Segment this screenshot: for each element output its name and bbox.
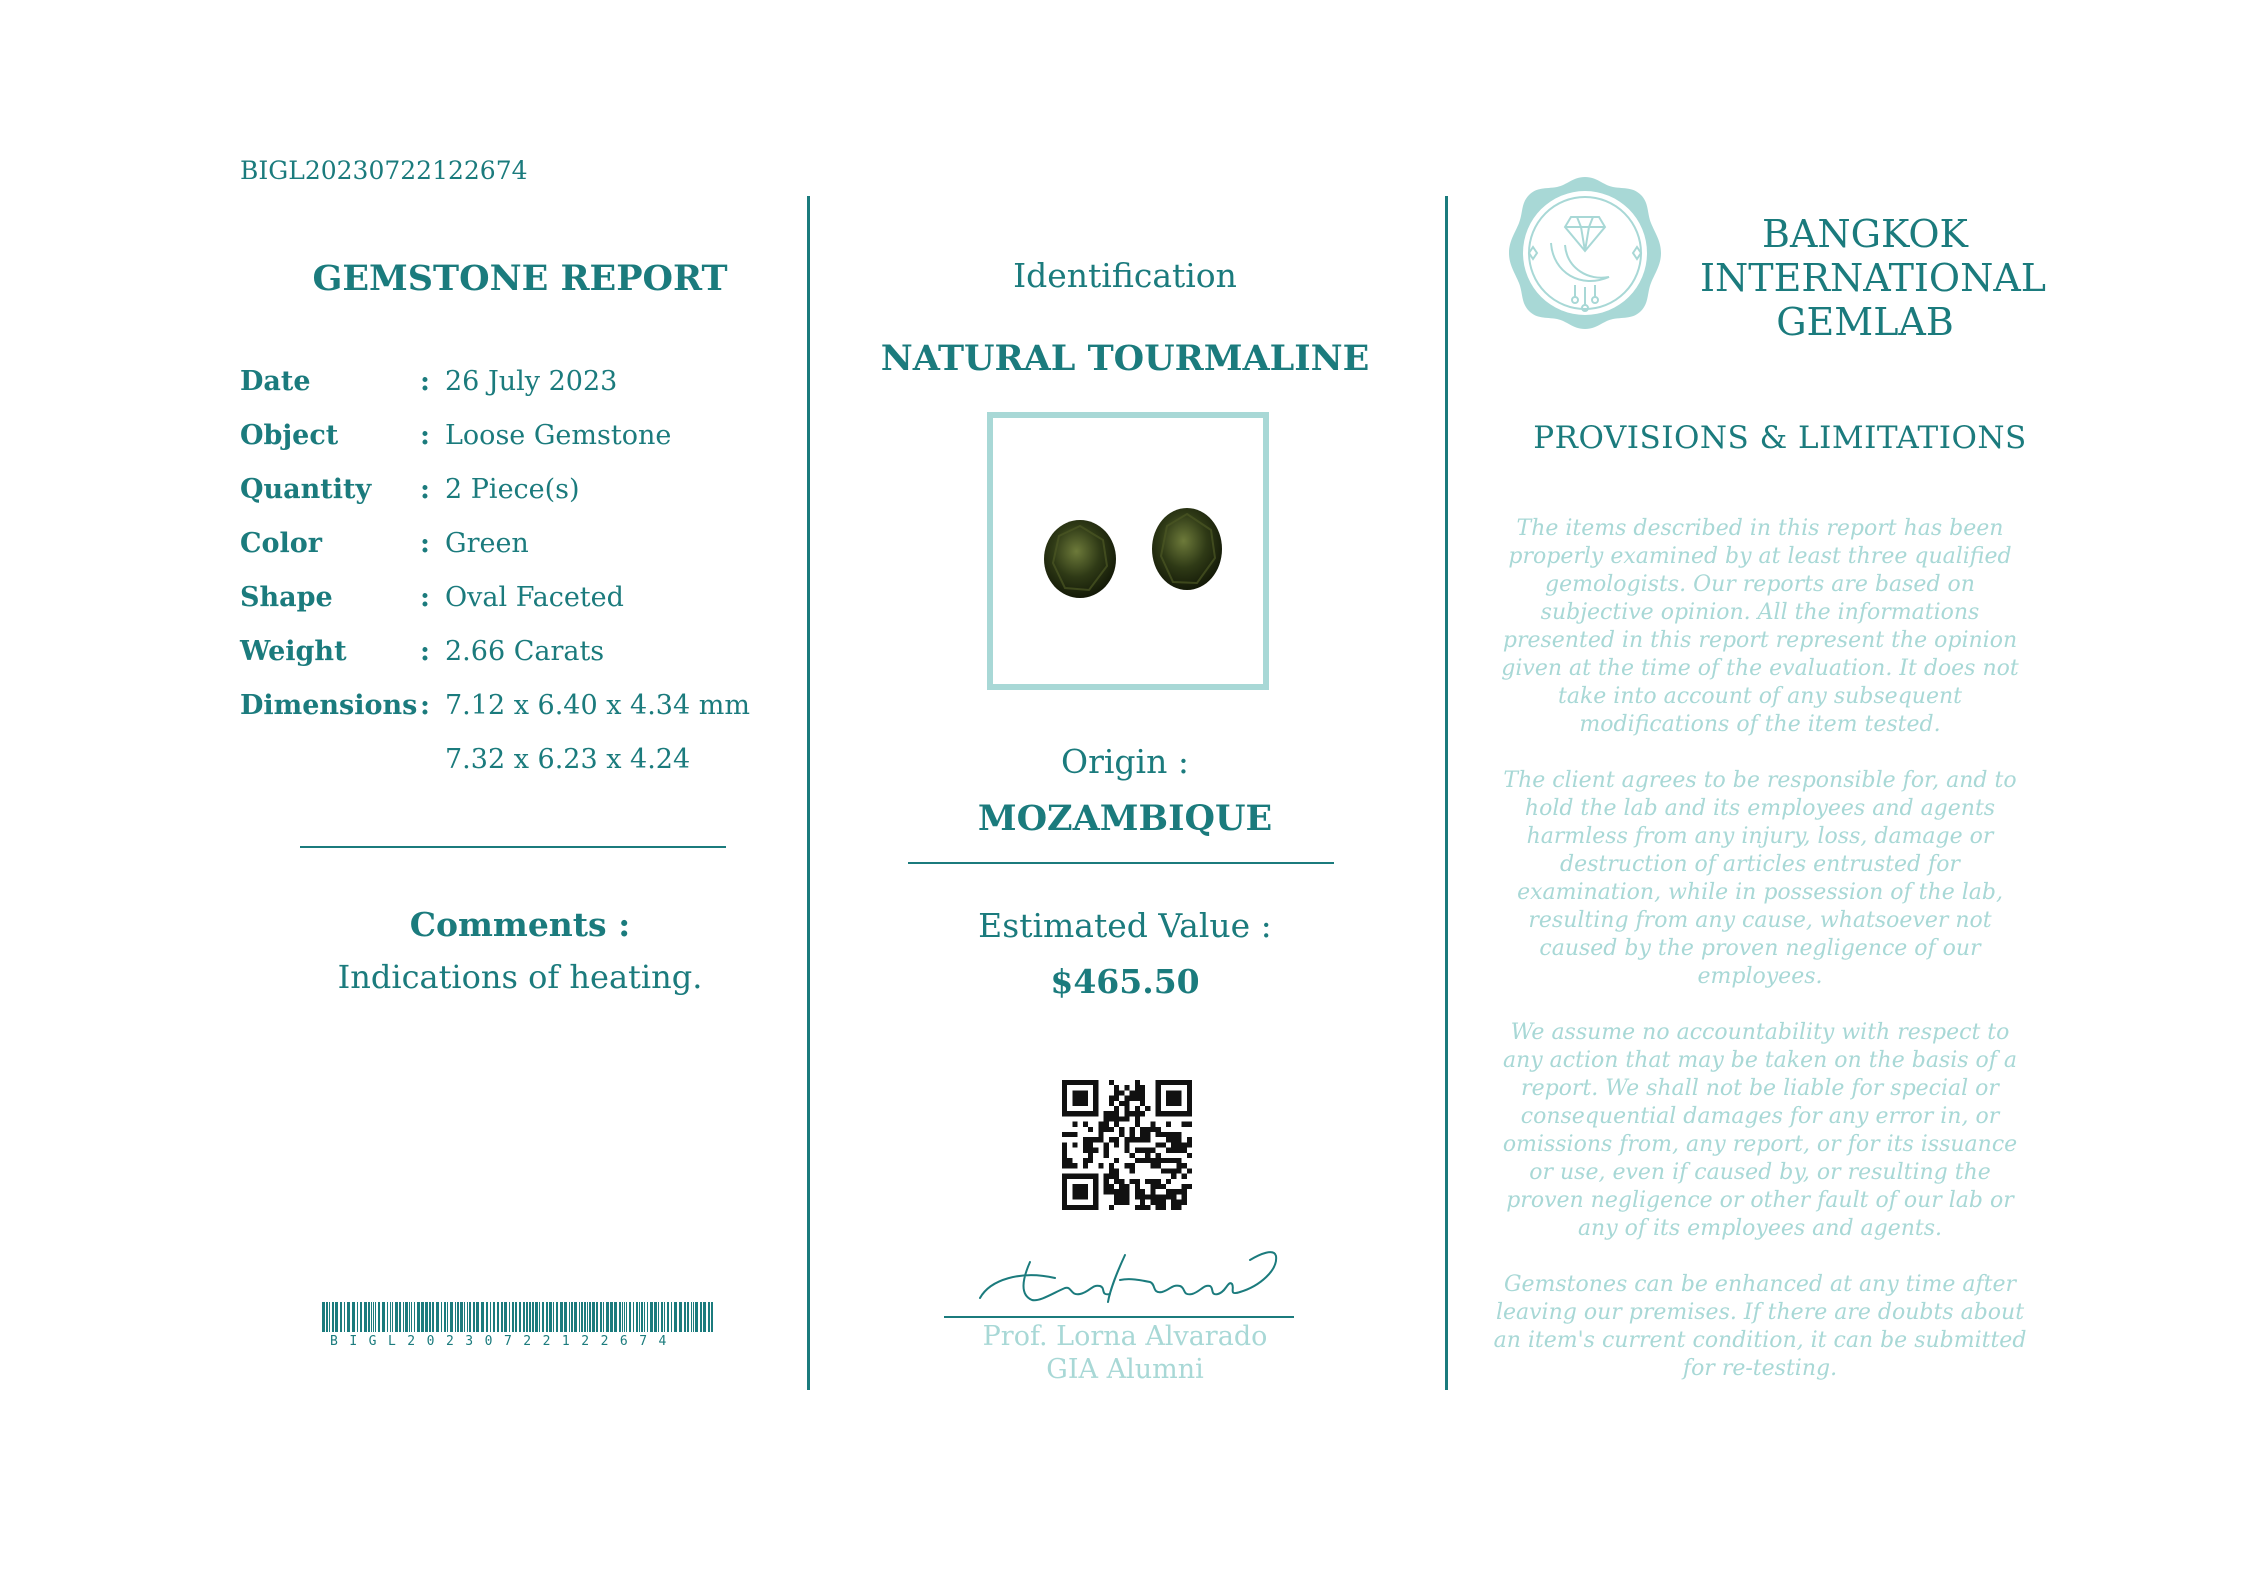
barcode-bar xyxy=(661,1302,663,1332)
detail-separator: : xyxy=(420,366,430,397)
barcode-bar xyxy=(650,1302,653,1332)
barcode-bar xyxy=(687,1302,689,1332)
barcode-bar xyxy=(711,1302,713,1332)
barcode-bar xyxy=(335,1302,338,1332)
barcode-bar xyxy=(425,1302,428,1332)
barcode-bar xyxy=(373,1302,374,1332)
barcode-bar xyxy=(326,1302,328,1332)
estimated-value: $465.50 xyxy=(1050,962,1200,1001)
barcode-bar xyxy=(674,1302,677,1332)
barcode-bar xyxy=(532,1302,534,1332)
origin-label: Origin : xyxy=(1061,742,1189,781)
barcode-bar xyxy=(693,1302,694,1332)
barcode-bar xyxy=(658,1302,659,1332)
barcode-bar xyxy=(654,1302,657,1332)
detail-value: Oval Faceted xyxy=(445,582,624,613)
barcode-bar xyxy=(382,1302,385,1332)
lab-name xyxy=(1700,212,2047,344)
column-divider-right xyxy=(1445,196,1448,1390)
barcode-bar xyxy=(592,1302,595,1332)
detail-separator: : xyxy=(420,636,430,667)
detail-separator: : xyxy=(420,690,430,721)
barcode-bar xyxy=(529,1302,531,1332)
barcode-bar xyxy=(322,1302,325,1332)
barcode-bar xyxy=(344,1302,345,1332)
barcode-bar xyxy=(523,1302,525,1332)
barcode-bar xyxy=(378,1302,380,1332)
detail-value: 2.66 Carats xyxy=(445,636,605,667)
barcode-bar xyxy=(457,1302,459,1332)
barcode-bar xyxy=(539,1302,540,1332)
barcode-bar xyxy=(490,1302,491,1332)
barcode-bar xyxy=(526,1302,528,1332)
barcode-bar xyxy=(486,1302,488,1332)
detail-label: Dimensions xyxy=(240,690,418,721)
identification-heading: Identification xyxy=(1013,256,1237,295)
barcode-bar xyxy=(332,1302,334,1332)
barcode-bar xyxy=(569,1302,570,1332)
barcode-bar xyxy=(411,1302,412,1332)
barcode-bars xyxy=(322,1302,716,1332)
detail-value: 7.12 x 6.40 x 4.34 mm xyxy=(445,690,750,721)
barcode-bar xyxy=(360,1302,362,1332)
barcode-bar xyxy=(512,1302,514,1332)
detail-label: Weight xyxy=(240,636,347,667)
left-divider xyxy=(300,846,726,848)
barcode-bar xyxy=(417,1302,420,1332)
barcode-bar xyxy=(700,1302,702,1332)
barcode-bar xyxy=(441,1302,442,1332)
barcode-bar xyxy=(574,1302,577,1332)
barcode-bar xyxy=(644,1302,645,1332)
report-title: GEMSTONE REPORT xyxy=(312,258,728,299)
barcode-bar xyxy=(364,1302,367,1332)
barcode-number: BIGL20230722122674 xyxy=(330,1334,678,1349)
barcode-bar xyxy=(708,1302,710,1332)
barcode-bar xyxy=(641,1302,643,1332)
barcode-bar xyxy=(460,1302,463,1332)
barcode-bar xyxy=(429,1302,431,1332)
barcode-bar xyxy=(606,1302,609,1332)
provisions-paragraph: Gemstones can be enhanced at any time after leaving our premises. If there are doubts about an item's current condition, it can be submitted for re-testing. xyxy=(1493,1272,2027,1381)
barcode-bar xyxy=(371,1302,372,1332)
detail-label: Object xyxy=(240,420,339,451)
barcode-bar xyxy=(390,1302,391,1332)
provisions-heading: PROVISIONS & LIMITATIONS xyxy=(1533,420,2027,456)
barcode-bar xyxy=(473,1302,475,1332)
barcode-bar xyxy=(352,1302,355,1332)
barcode-bar xyxy=(409,1302,410,1332)
signer-name: Prof. Lorna Alvarado xyxy=(982,1321,1268,1352)
barcode-bar xyxy=(535,1302,538,1332)
qr-code-image xyxy=(1062,1080,1192,1210)
barcode-bar xyxy=(392,1302,393,1332)
signature-line xyxy=(944,1316,1294,1318)
barcode-bar xyxy=(546,1302,548,1332)
signature-image xyxy=(960,1240,1290,1310)
barcode-bar xyxy=(564,1302,567,1332)
signature xyxy=(960,1240,1290,1310)
barcode-bar xyxy=(403,1302,404,1332)
barcode-bar xyxy=(515,1302,517,1332)
detail-label: Date xyxy=(240,366,311,397)
qr-code xyxy=(1062,1080,1192,1210)
barcode-bar xyxy=(432,1302,434,1332)
detail-separator: : xyxy=(420,528,430,559)
detail-value: Green xyxy=(445,528,529,559)
barcode-bar xyxy=(596,1302,598,1332)
barcode-bar xyxy=(703,1302,706,1332)
barcode-bar xyxy=(399,1302,401,1332)
barcode-bar xyxy=(357,1302,358,1332)
barcode-bar xyxy=(589,1302,591,1332)
barcode-bar xyxy=(571,1302,573,1332)
report-number: BIGL20230722122674 xyxy=(240,156,528,185)
barcode-bar xyxy=(414,1302,415,1332)
signer-block xyxy=(820,1320,1430,1386)
barcode-bar xyxy=(610,1302,613,1332)
gemstone-photo xyxy=(987,412,1269,690)
barcode-bar xyxy=(647,1302,648,1332)
barcode-bar xyxy=(600,1302,602,1332)
barcode-bar xyxy=(387,1302,388,1332)
barcode-bar xyxy=(481,1302,484,1332)
barcode-bar xyxy=(340,1302,342,1332)
barcode-bar xyxy=(587,1302,588,1332)
barcode-bar xyxy=(493,1302,495,1332)
barcode-bar xyxy=(614,1302,617,1332)
provisions-paragraph: The client agrees to be responsible for, and to hold the lab and its employees and agents harmless from any injury, loss, damage or destruction of articles entrusted for examination, while in possession of the lab, resulting from any cause, whatsoever not caused by the proven negligence of our employees. xyxy=(1503,768,2017,989)
barcode-bar xyxy=(695,1302,698,1332)
barcode-bar xyxy=(633,1302,634,1332)
comments-text: Indications of heating. xyxy=(337,958,703,996)
barcode-bar xyxy=(549,1302,552,1332)
lab-name-line-1: BANGKOK xyxy=(1762,212,1968,256)
barcode-bar xyxy=(519,1302,521,1332)
detail-separator: : xyxy=(420,420,430,451)
barcode-bar xyxy=(497,1302,499,1332)
barcode-bar xyxy=(556,1302,558,1332)
barcode-bar xyxy=(476,1302,479,1332)
barcode-bar xyxy=(447,1302,448,1332)
signer-credential: GIA Alumni xyxy=(1046,1354,1204,1385)
barcode xyxy=(322,1302,716,1349)
column-divider-left xyxy=(807,196,810,1390)
barcode-bar xyxy=(464,1302,465,1332)
barcode-bar xyxy=(375,1302,376,1332)
barcode-bar xyxy=(469,1302,471,1332)
species-name: NATURAL TOURMALINE xyxy=(880,338,1370,379)
comments-heading: Comments : xyxy=(409,905,631,944)
barcode-bar xyxy=(553,1302,554,1332)
barcode-bar xyxy=(395,1302,398,1332)
barcode-bar xyxy=(664,1302,665,1332)
origin-value: MOZAMBIQUE xyxy=(977,798,1273,839)
barcode-bar xyxy=(455,1302,456,1332)
provisions-text xyxy=(1490,515,2030,1411)
barcode-bar xyxy=(603,1302,604,1332)
middle-divider xyxy=(908,862,1334,864)
detail-value: Loose Gemstone xyxy=(445,420,672,451)
barcode-bar xyxy=(684,1302,686,1332)
detail-separator: : xyxy=(420,582,430,613)
barcode-bar xyxy=(619,1302,621,1332)
barcode-bar xyxy=(622,1302,623,1332)
barcode-bar xyxy=(624,1302,625,1332)
barcode-bar xyxy=(347,1302,350,1332)
barcode-bar xyxy=(467,1302,468,1332)
detail-value: 26 July 2023 xyxy=(445,366,618,397)
detail-value: 2 Piece(s) xyxy=(445,474,580,505)
barcode-bar xyxy=(501,1302,503,1332)
barcode-bar xyxy=(584,1302,586,1332)
barcode-bar xyxy=(667,1302,669,1332)
barcode-bar xyxy=(444,1302,446,1332)
detail-label: Shape xyxy=(240,582,333,613)
barcode-bar xyxy=(368,1302,370,1332)
barcode-bar xyxy=(626,1302,627,1332)
estimated-value-label: Estimated Value : xyxy=(978,906,1272,945)
barcode-bar xyxy=(329,1302,330,1332)
barcode-bar xyxy=(581,1302,583,1332)
barcode-bar xyxy=(436,1302,439,1332)
barcode-bar xyxy=(636,1302,638,1332)
detail-label: Quantity xyxy=(240,474,372,505)
barcode-bar xyxy=(560,1302,563,1332)
provisions-paragraph: The items described in this report has been properly examined by at least three qualified gemologists. Our reports are based on subjective opinion. All the informations presented in this report represent the opinion given at the time of the evaluation. It does not take into account of any subsequent modifications of the item tested. xyxy=(1501,516,2019,737)
lab-seal-logo xyxy=(1505,173,1665,333)
detail-label: Color xyxy=(240,528,322,559)
provisions-paragraph: We assume no accountability with respect to any action that may be taken on the basis of a report. We shall not be liable for special or consequential damages for any error in, or omissions from, any report, or for its issuance or use, even if caused by, or resulting the proven negligence or other fault of our lab or any of its employees and agents. xyxy=(1502,1020,2018,1241)
barcode-bar xyxy=(405,1302,408,1332)
barcode-bar xyxy=(542,1302,544,1332)
barcode-bar xyxy=(504,1302,507,1332)
barcode-bar xyxy=(629,1302,631,1332)
barcode-bar xyxy=(421,1302,424,1332)
barcode-bar xyxy=(509,1302,510,1332)
barcode-bar xyxy=(691,1302,692,1332)
lab-name-line-3: GEMLAB xyxy=(1776,300,1954,344)
detail-value: 7.32 x 6.23 x 4.24 xyxy=(445,744,691,775)
barcode-bar xyxy=(671,1302,672,1332)
barcode-bar xyxy=(639,1302,640,1332)
barcode-bar xyxy=(450,1302,453,1332)
lab-name-line-2: INTERNATIONAL xyxy=(1700,256,2047,300)
detail-separator: : xyxy=(420,474,430,505)
gemstone-image xyxy=(993,418,1263,684)
barcode-bar xyxy=(579,1302,580,1332)
barcode-bar xyxy=(679,1302,682,1332)
diamond-moon-icon xyxy=(1505,173,1665,333)
